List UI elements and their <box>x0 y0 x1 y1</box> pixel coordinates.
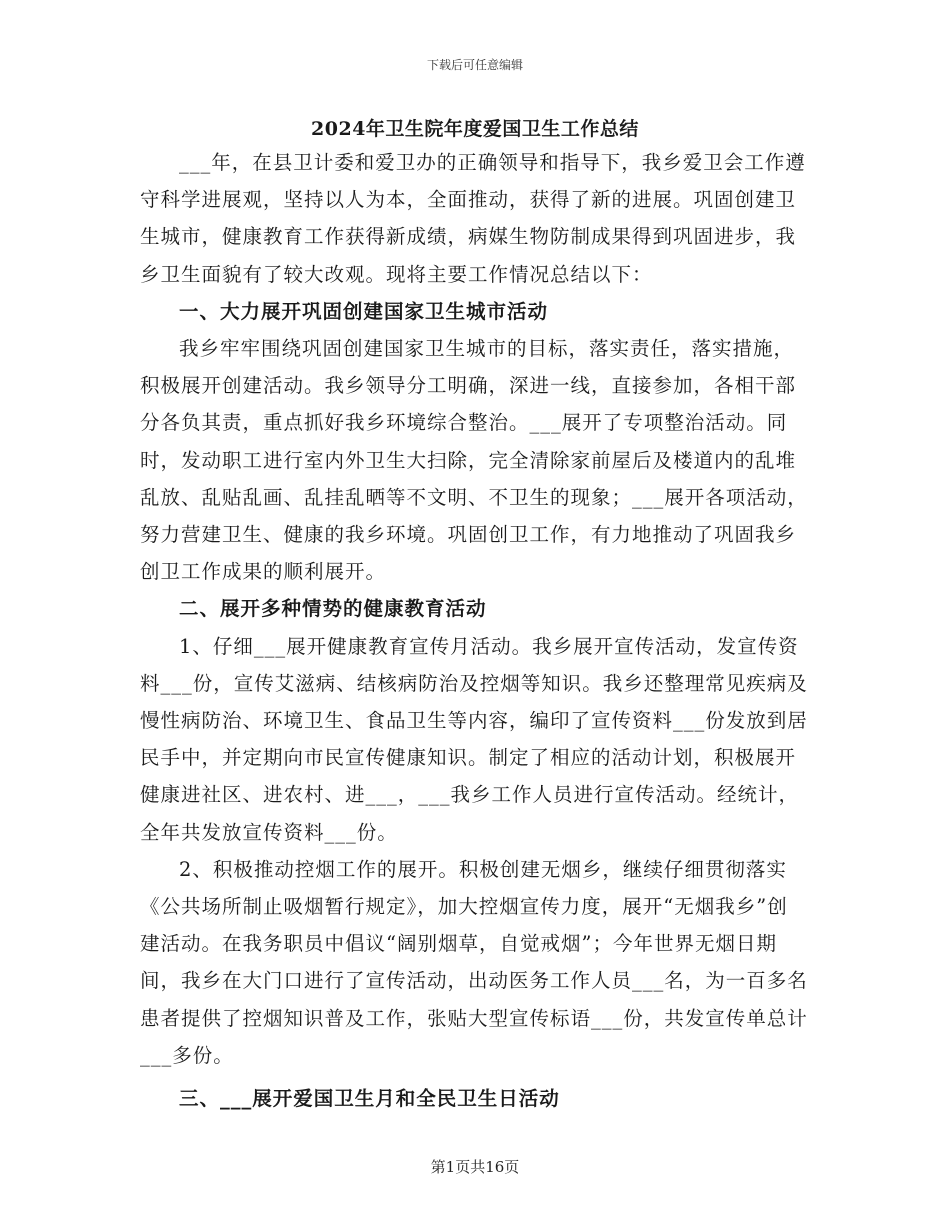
section-2-heading: 二、展开多种情势的健康教育活动 <box>179 597 487 621</box>
section-1-paragraph: 我乡牢牢围绕巩固创建国家卫生城市的目标，落实责任，落实措施，积极展开创建活动。我乡领导分工明确，深进一线，直接参加，各相干部分各负其责，重点抓好我乡环境综合整治。___展开了专项整治活动。同时，发动职工进行室内外卫生大扫除，完全清除家前屋后及楼道内的乱堆乱放、乱贴乱画、乱挂乱晒等不文明、不卫生的现象；___展开各项活动，努力营建卫生、健康的我乡环境。巩固创卫工作，有力地推动了巩固我乡创卫工作成果的顺利展开。 <box>140 337 808 584</box>
section-2-paragraph-2: 2、积极推动控烟工作的展开。积极创建无烟乡，继续仔细贯彻落实《公共场所制止吸烟暂行规定》，加大控烟宣传力度，展开“无烟我乡”创建活动。在我务职员中倡议“阔别烟草，自觉戒烟”；今年世界无烟日期间，我乡在大门口进行了宣传活动，出动医务工作人员___名，为一百多名患者提供了控烟知识普及工作，张贴大型宣传标语___份，共发宣传单总计___多份。 <box>140 857 808 1067</box>
header-note: 下载后可任意编辑 <box>426 58 523 72</box>
section-3-heading: 三、___展开爱国卫生月和全民卫生日活动 <box>179 1087 560 1111</box>
document-title: 2024年卫生院年度爱国卫生工作总结 <box>311 118 639 140</box>
document-body <box>140 144 808 1117</box>
section-1-heading: 一、大力展开巩固创建国家卫生城市活动 <box>179 299 549 323</box>
intro-paragraph: ___年，在县卫计委和爱卫办的正确领导和指导下，我乡爱卫会工作遵守科学进展观，坚持以人为本，全面推动，获得了新的进展。巩固创建卫生城市，健康教育工作获得新成绩，病媒生物防制成果得到巩固进步，我乡卫生面貌有了较大改观。现将主要工作情况总结以下： <box>140 151 806 286</box>
section-2-paragraph-1: 1、仔细___展开健康教育宣传月活动。我乡展开宣传活动，发宣传资料___份，宣传艾滋病、结核病防治及控烟等知识。我乡还整理常见疾病及慢性病防治、环境卫生、食品卫生等内容，编印了宣传资料___份发放到居民手中，并定期向市民宣传健康知识。制定了相应的活动计划，积极展开健康进社区、进农村、进___，___我乡工作人员进行宣传活动。经统计，全年共发放宣传资料___份。 <box>140 634 808 844</box>
page-number: 第1页共16页 <box>430 1158 520 1176</box>
